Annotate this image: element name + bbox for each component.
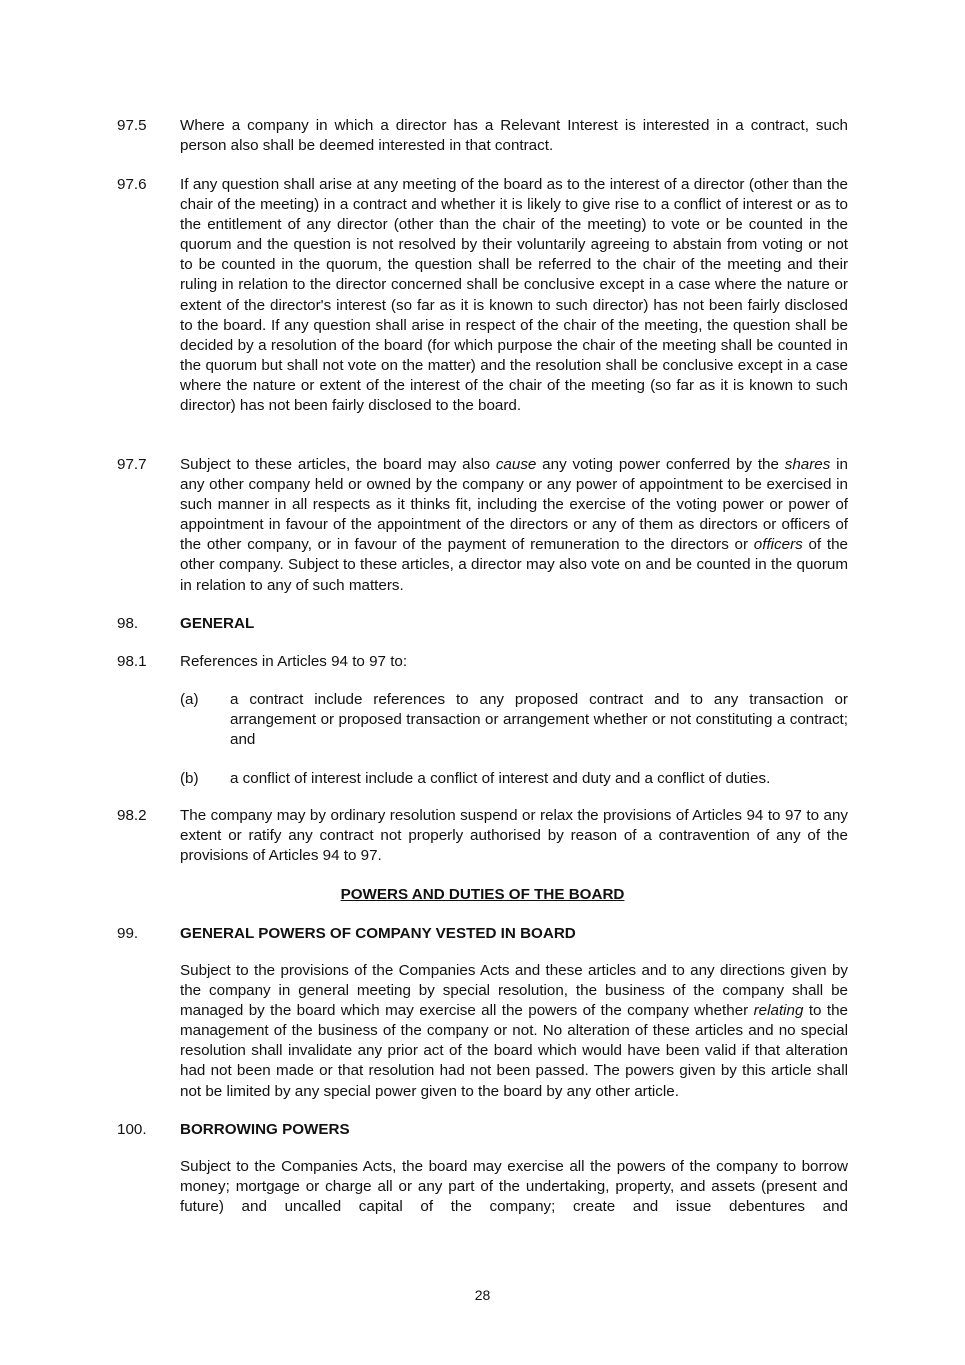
clause-text: Where a company in which a director has a Relevant Interest is interested in a contract, such person also shall be deemed interested in that contract. (180, 117, 848, 155)
clause-98 (117, 614, 848, 634)
clause-number: 97.5 (117, 117, 147, 134)
italic-term: relating (753, 1002, 804, 1020)
clause-99 (117, 924, 848, 944)
subclause-text: a conflict of interest include a conflict of interest and duty and a conflict of duties. (230, 770, 771, 787)
subclause-b (180, 769, 848, 789)
clause-number: 99. (117, 925, 139, 942)
clause-heading: GENERAL POWERS OF COMPANY VESTED IN BOARD (180, 925, 576, 942)
subclause-a (180, 690, 848, 750)
clause-97-6 (117, 175, 848, 416)
section-heading: POWERS AND DUTIES OF THE BOARD (340, 886, 625, 903)
clause-text: The company may by ordinary resolution suspend or relax the provisions of Articles 94 to 97 to any extent or ratify any contract not properly authorised by reason of a contravention of any of the provisions of Articles 94 to 97. (180, 807, 848, 865)
clause-number: 97.6 (117, 176, 147, 193)
page-number: 28 (474, 1287, 491, 1303)
clause-100 (117, 1120, 848, 1140)
italic-term: shares (784, 456, 831, 473)
subclause-label: (b) (180, 770, 199, 787)
italic-term: officers (753, 536, 803, 554)
clause-heading: BORROWING POWERS (180, 1121, 350, 1138)
clause-text: References in Articles 94 to 97 to: (180, 653, 408, 670)
clause-number: 100. (117, 1121, 147, 1138)
clause-100-body (117, 1157, 848, 1217)
clause-number: 98.1 (117, 653, 147, 670)
italic-term: cause (495, 456, 537, 473)
clause-text: Subject to these articles, the board may also cause any voting power conferred by the shares in any other company held or owned by the company or any power of appointment to be exercised in such manner in all respects as it thinks fit, including the exercise of the voting power or power of appointment in favour of the appointment of the directors or any of them as directors or officers of the other company, or in favour of the payment of remuneration to the directors or officers of the other company. Subject to these articles, a director may also vote on and be counted in the quorum in relation to any of such matters. (180, 456, 848, 594)
subclause-label: (a) (180, 691, 199, 708)
clause-number: 98. (117, 615, 139, 632)
clause-97-5 (117, 116, 848, 156)
clause-97-7 (117, 455, 848, 596)
clause-number: 97.7 (117, 456, 147, 473)
subclause-text: a contract include references to any proposed contract and to any transaction or arrangement or proposed transaction or arrangement whether or not constituting a contract; and (230, 691, 848, 749)
clause-text: Subject to the Companies Acts, the board may exercise all the powers of the company to borrow money; mortgage or charge all or any part of the undertaking, property, and assets (present and future) and uncalled capital of the company; create and issue debentures and (180, 1158, 848, 1216)
clause-98-2 (117, 806, 848, 866)
clause-98-1 (117, 652, 848, 672)
clause-number: 98.2 (117, 807, 147, 824)
clause-heading: GENERAL (180, 615, 255, 632)
clause-text: Subject to the provisions of the Companies Acts and these articles and to any directions given by the company in general meeting by special resolution, the business of the company shall be managed by the board which may exercise all the powers of the company whether relating to the management of the business of the company or not. No alteration of these articles and no special resolution shall invalidate any prior act of the board which would have been valid if that alteration had not been made or that resolution had not been passed. The powers given by this article shall not be limited by any special power given to the board by any other article. (180, 962, 849, 1100)
clause-99-body (117, 961, 848, 1102)
clause-text: If any question shall arise at any meeting of the board as to the interest of a director (other than the chair of the meeting) in a contract and whether it is likely to give rise to a conflict of interest or as to the entitlement of any director (other than the chair of the meeting) to vote or be counted in the quorum and the question is not resolved by their voluntarily agreeing to abstain from voting or not to be counted in the quorum, the question shall be referred to the chair of the meeting and their ruling in relation to the director concerned shall be conclusive except in a case where the nature or extent of the director's interest (so far as it is known to such director) has not been fairly disclosed to the board. If any question shall arise in respect of the chair of the meeting, the question shall be decided by a resolution of the board (for which purpose the chair of the meeting shall be counted in the quorum but shall not vote on the matter) and the resolution shall be conclusive except in a case where the nature or extent of the interest of the chair of the meeting (so far as it is known to such director) has not been fairly disclosed to the board. (180, 176, 848, 415)
